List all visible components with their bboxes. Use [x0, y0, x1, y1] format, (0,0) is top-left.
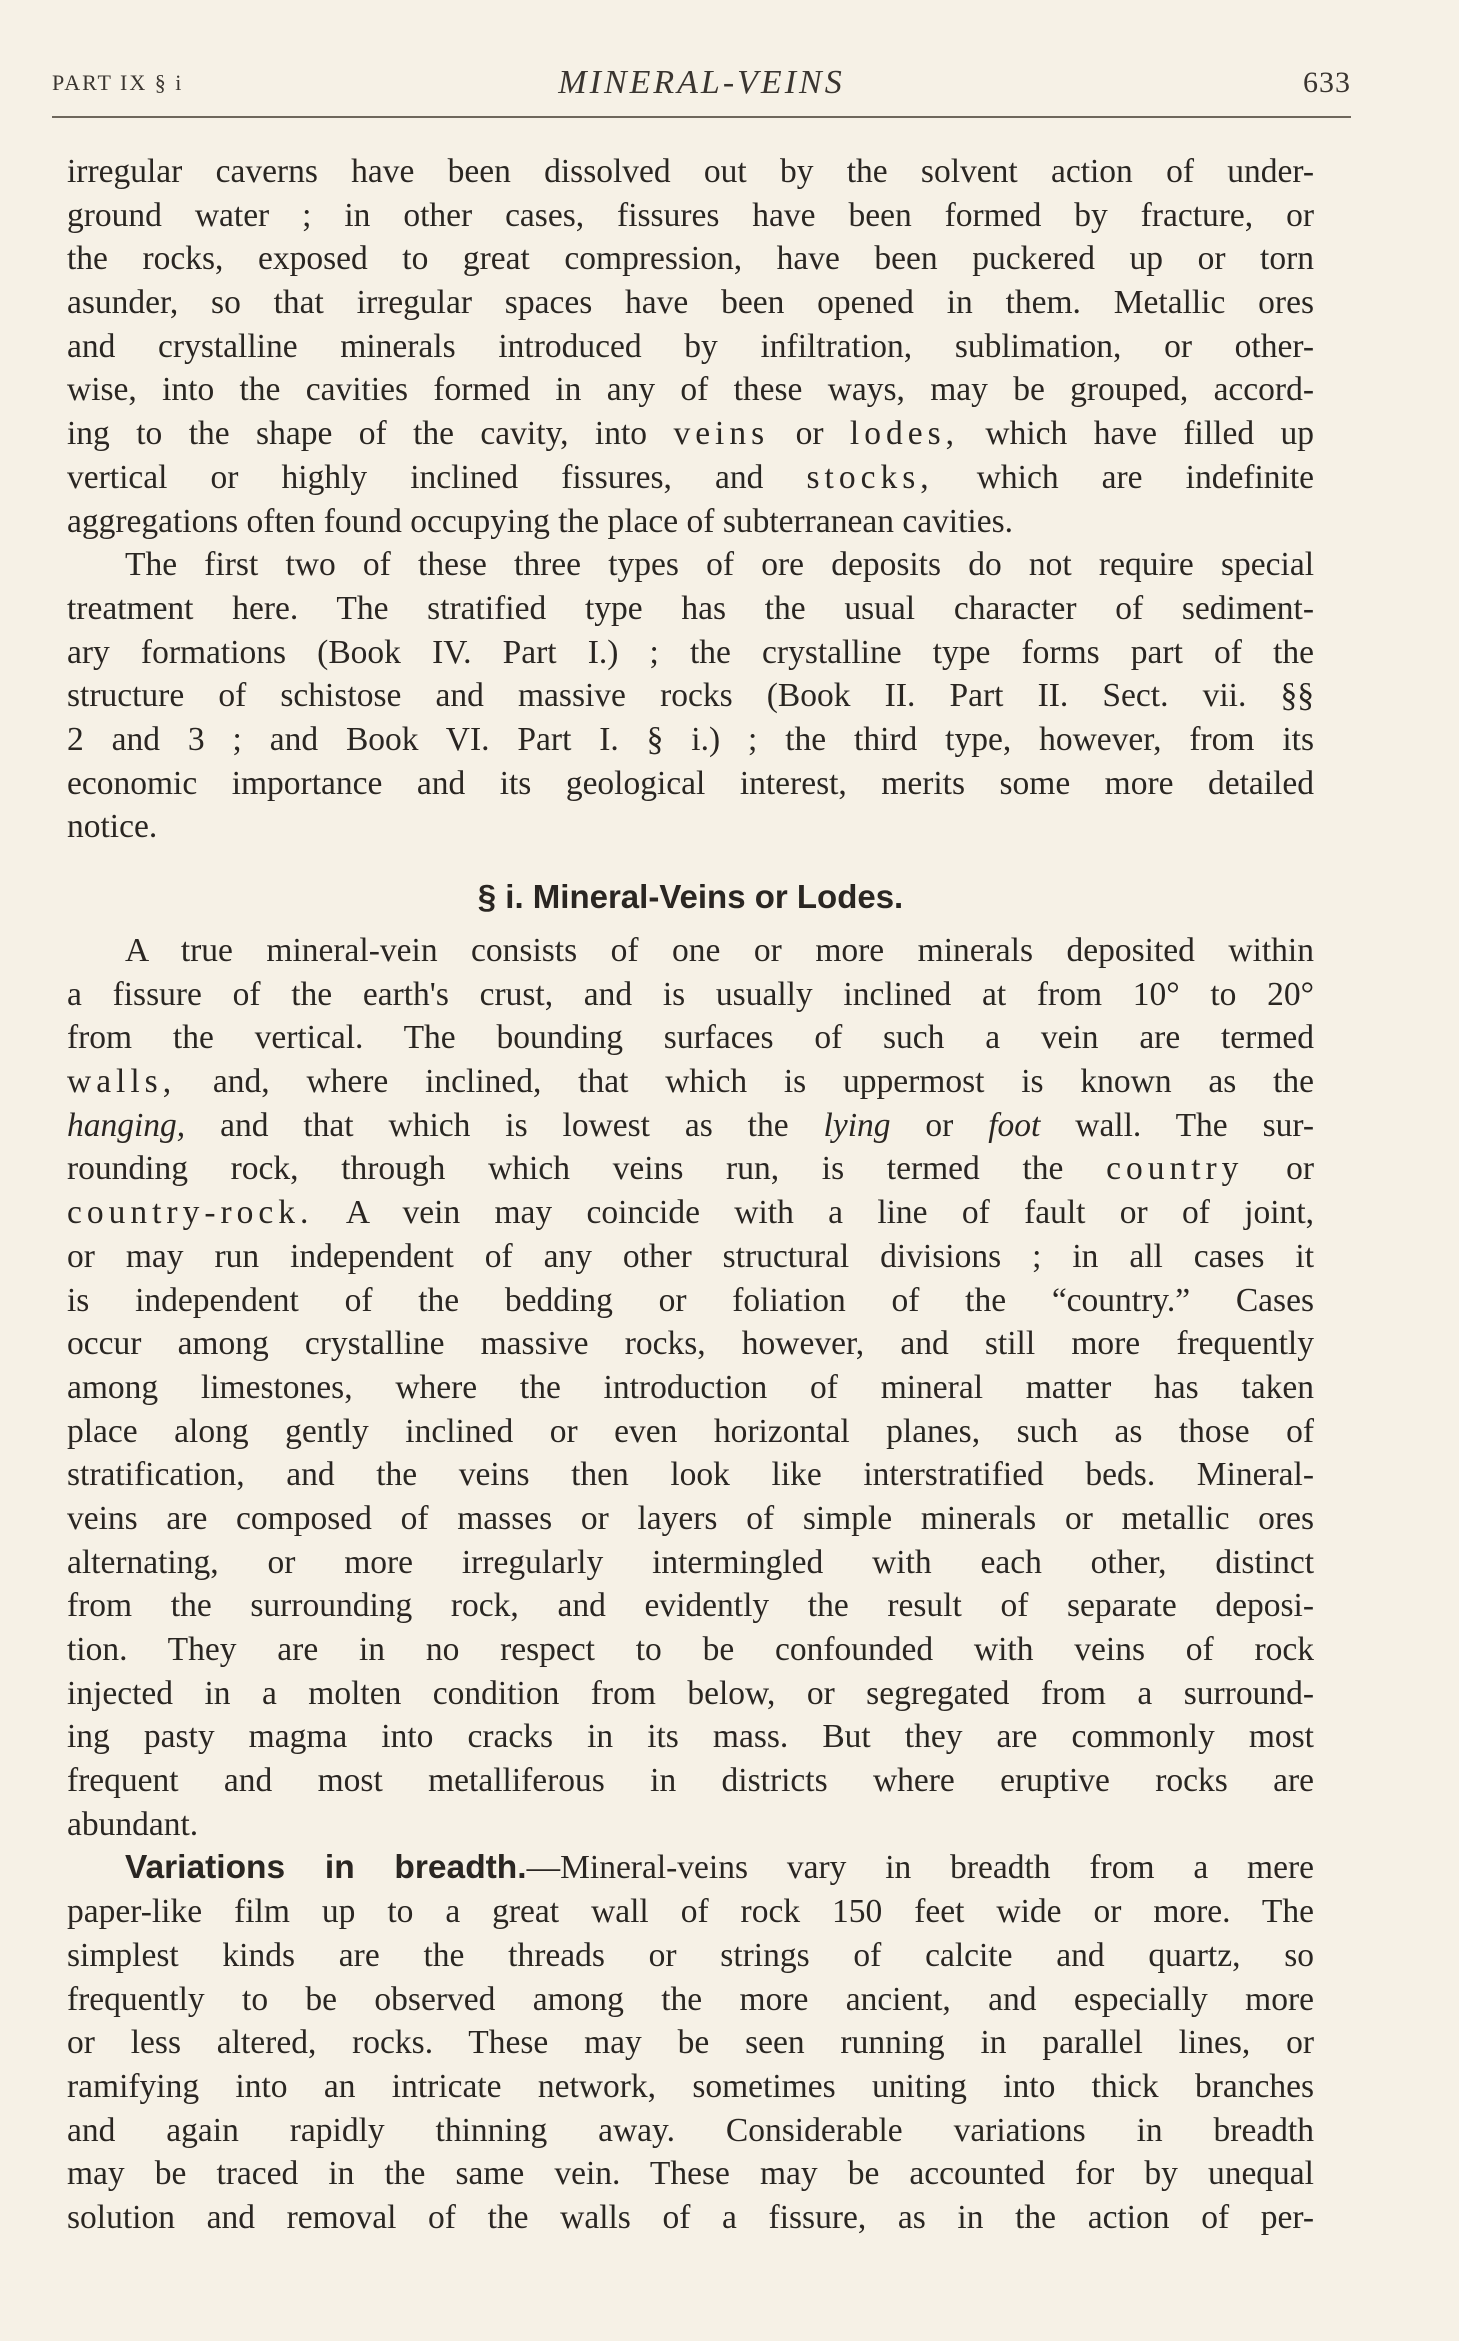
text-line: abundant.	[67, 1805, 199, 1843]
text-line: irregular caverns have been dissolved out by the solvent action of under-	[67, 153, 1314, 190]
text-line	[67, 412, 1314, 456]
text-line: and crystalline minerals introduced by infiltration, sublimation, or other-	[67, 327, 1314, 365]
section-heading	[67, 849, 1314, 929]
part-section-label: PART IX § i	[52, 70, 184, 95]
text-line: ary formations (Book IV. Part I.) ; the crystalline type forms part of the	[67, 633, 1314, 671]
text-line: a fissure of the earth's crust, and is usually inclined at from 10° to 20°	[67, 975, 1314, 1013]
term-walls: walls,	[67, 1063, 177, 1101]
page-title: MINERAL-VEINS	[558, 64, 845, 101]
text-line: asunder, so that irregular spaces have been opened in them. Metallic ores	[67, 284, 1314, 322]
text-line: or may run independent of any other structural divisions ; in all cases it	[67, 1237, 1314, 1275]
text-segment: or	[925, 1106, 954, 1144]
text-line: structure of schistose and massive rocks (Book II. Part II. Sect. vii. §§	[67, 677, 1314, 715]
text-line: veins are composed of masses or layers of simple minerals or metallic ores	[67, 1499, 1314, 1537]
section-title: Mineral-Veins or Lodes.	[532, 878, 904, 915]
text-segment: rounding rock, through which veins run, is termed the	[67, 1150, 1064, 1188]
text-line: may be traced in the same vein. These may be accounted for by unequal	[67, 2155, 1314, 2193]
text-line: injected in a molten condition from below, or segregated from a surround-	[67, 1674, 1314, 1712]
text-line: from the vertical. The bounding surfaces of such a vein are termed	[67, 1019, 1314, 1057]
text-segment: and that which is lowest as the	[220, 1106, 789, 1144]
term-veins: veins	[673, 415, 770, 453]
text-segment: wall. The sur-	[1075, 1106, 1314, 1144]
text-line: from the surrounding rock, and evidently the result of separate deposi-	[67, 1587, 1314, 1625]
text-line	[67, 1846, 1314, 1890]
text-line: the rocks, exposed to great compression, have been puckered up or torn	[67, 240, 1314, 278]
text-line	[67, 1147, 1314, 1191]
text-line: notice.	[67, 808, 158, 846]
text-line: and again rapidly thinning away. Considerable variations in breadth	[67, 2111, 1314, 2149]
term-country-rock: country-rock.	[67, 1194, 314, 1232]
paragraph-3	[67, 929, 1314, 1846]
text-line: 2 and 3 ; and Book VI. Part I. § i.) ; the third type, however, from its	[67, 720, 1314, 758]
section-marker: § i.	[477, 878, 524, 915]
text-line: treatment here. The stratified type has the usual character of sediment-	[67, 589, 1314, 627]
page-number: 633	[1303, 66, 1351, 99]
term-hanging: hanging,	[67, 1106, 186, 1144]
text-segment: ing to the shape of the cavity, into	[67, 415, 648, 453]
text-line: economic importance and its geological interest, merits some more detailed	[67, 764, 1314, 802]
paragraph-2	[67, 543, 1314, 849]
text-line: paper-like film up to a great wall of rock 150 feet wide or more. The	[67, 1893, 1314, 1931]
text-line: frequent and most metalliferous in districts where eruptive rocks are	[67, 1762, 1314, 1800]
text-line: place along gently inclined or even horizontal planes, such as those of	[67, 1412, 1314, 1450]
text-line: ing pasty magma into cracks in its mass. But they are commonly most	[67, 1718, 1314, 1756]
text-line: aggregations often found occupying the place of subterranean cavities.	[67, 502, 1014, 540]
running-head	[52, 64, 1351, 118]
text-line	[67, 1191, 1314, 1235]
term-stocks: stocks,	[806, 458, 934, 496]
term-foot: foot	[988, 1106, 1041, 1144]
text-line: tion. They are in no respect to be confounded with veins of rock	[67, 1631, 1314, 1668]
text-line: ramifying into an intricate network, sometimes uniting into thick branches	[67, 2067, 1314, 2105]
paragraph-1	[67, 150, 1314, 543]
text-segment: or	[1286, 1150, 1314, 1188]
term-country: country	[1106, 1150, 1244, 1188]
body-text	[67, 150, 1314, 2240]
text-segment: —Mineral-veins vary in breadth from a mere	[526, 1849, 1314, 1887]
text-line: among limestones, where the introduction of mineral matter has taken	[67, 1368, 1314, 1406]
text-segment: or	[795, 415, 824, 453]
paragraph-4	[67, 1846, 1314, 2239]
text-line	[67, 1104, 1314, 1148]
text-line: stratification, and the veins then look like interstratified beds. Mineral-	[67, 1456, 1314, 1494]
text-line: is independent of the bedding or foliation of the “country.” Cases	[67, 1281, 1314, 1319]
term-lying: lying	[823, 1106, 891, 1144]
text-line: The first two of these three types of ore deposits do not require special	[125, 546, 1314, 584]
paragraph-heading: Variations in breadth.	[125, 1849, 527, 1887]
text-line: occur among crystalline massive rocks, however, and still more frequently	[67, 1325, 1314, 1363]
text-line: wise, into the cavities formed in any of these ways, may be grouped, accord-	[67, 371, 1314, 409]
text-segment: A vein may coincide with a line of fault or of joint,	[345, 1194, 1314, 1232]
text-line: or less altered, rocks. These may be seen running in parallel lines, or	[67, 2024, 1314, 2062]
text-segment: which are indefinite	[976, 458, 1314, 496]
text-line: A true mineral-vein consists of one or more minerals deposited within	[125, 932, 1314, 969]
text-segment: vertical or highly inclined fissures, and	[67, 458, 764, 496]
text-segment: and, where inclined, that which is uppermost is known as the	[212, 1063, 1314, 1101]
text-line: solution and removal of the walls of a fissure, as in the action of per-	[67, 2198, 1314, 2236]
text-line: ground water ; in other cases, fissures have been formed by fracture, or	[67, 196, 1314, 234]
text-line: simplest kinds are the threads or strings of calcite and quartz, so	[67, 1936, 1314, 1974]
text-segment: which have filled up	[985, 415, 1314, 453]
text-line: frequently to be observed among the more ancient, and especially more	[67, 1980, 1314, 2018]
text-line	[67, 1060, 1314, 1104]
term-lodes: lodes,	[849, 415, 959, 453]
text-line: alternating, or more irregularly intermingled with each other, distinct	[67, 1543, 1314, 1581]
text-line	[67, 456, 1314, 500]
